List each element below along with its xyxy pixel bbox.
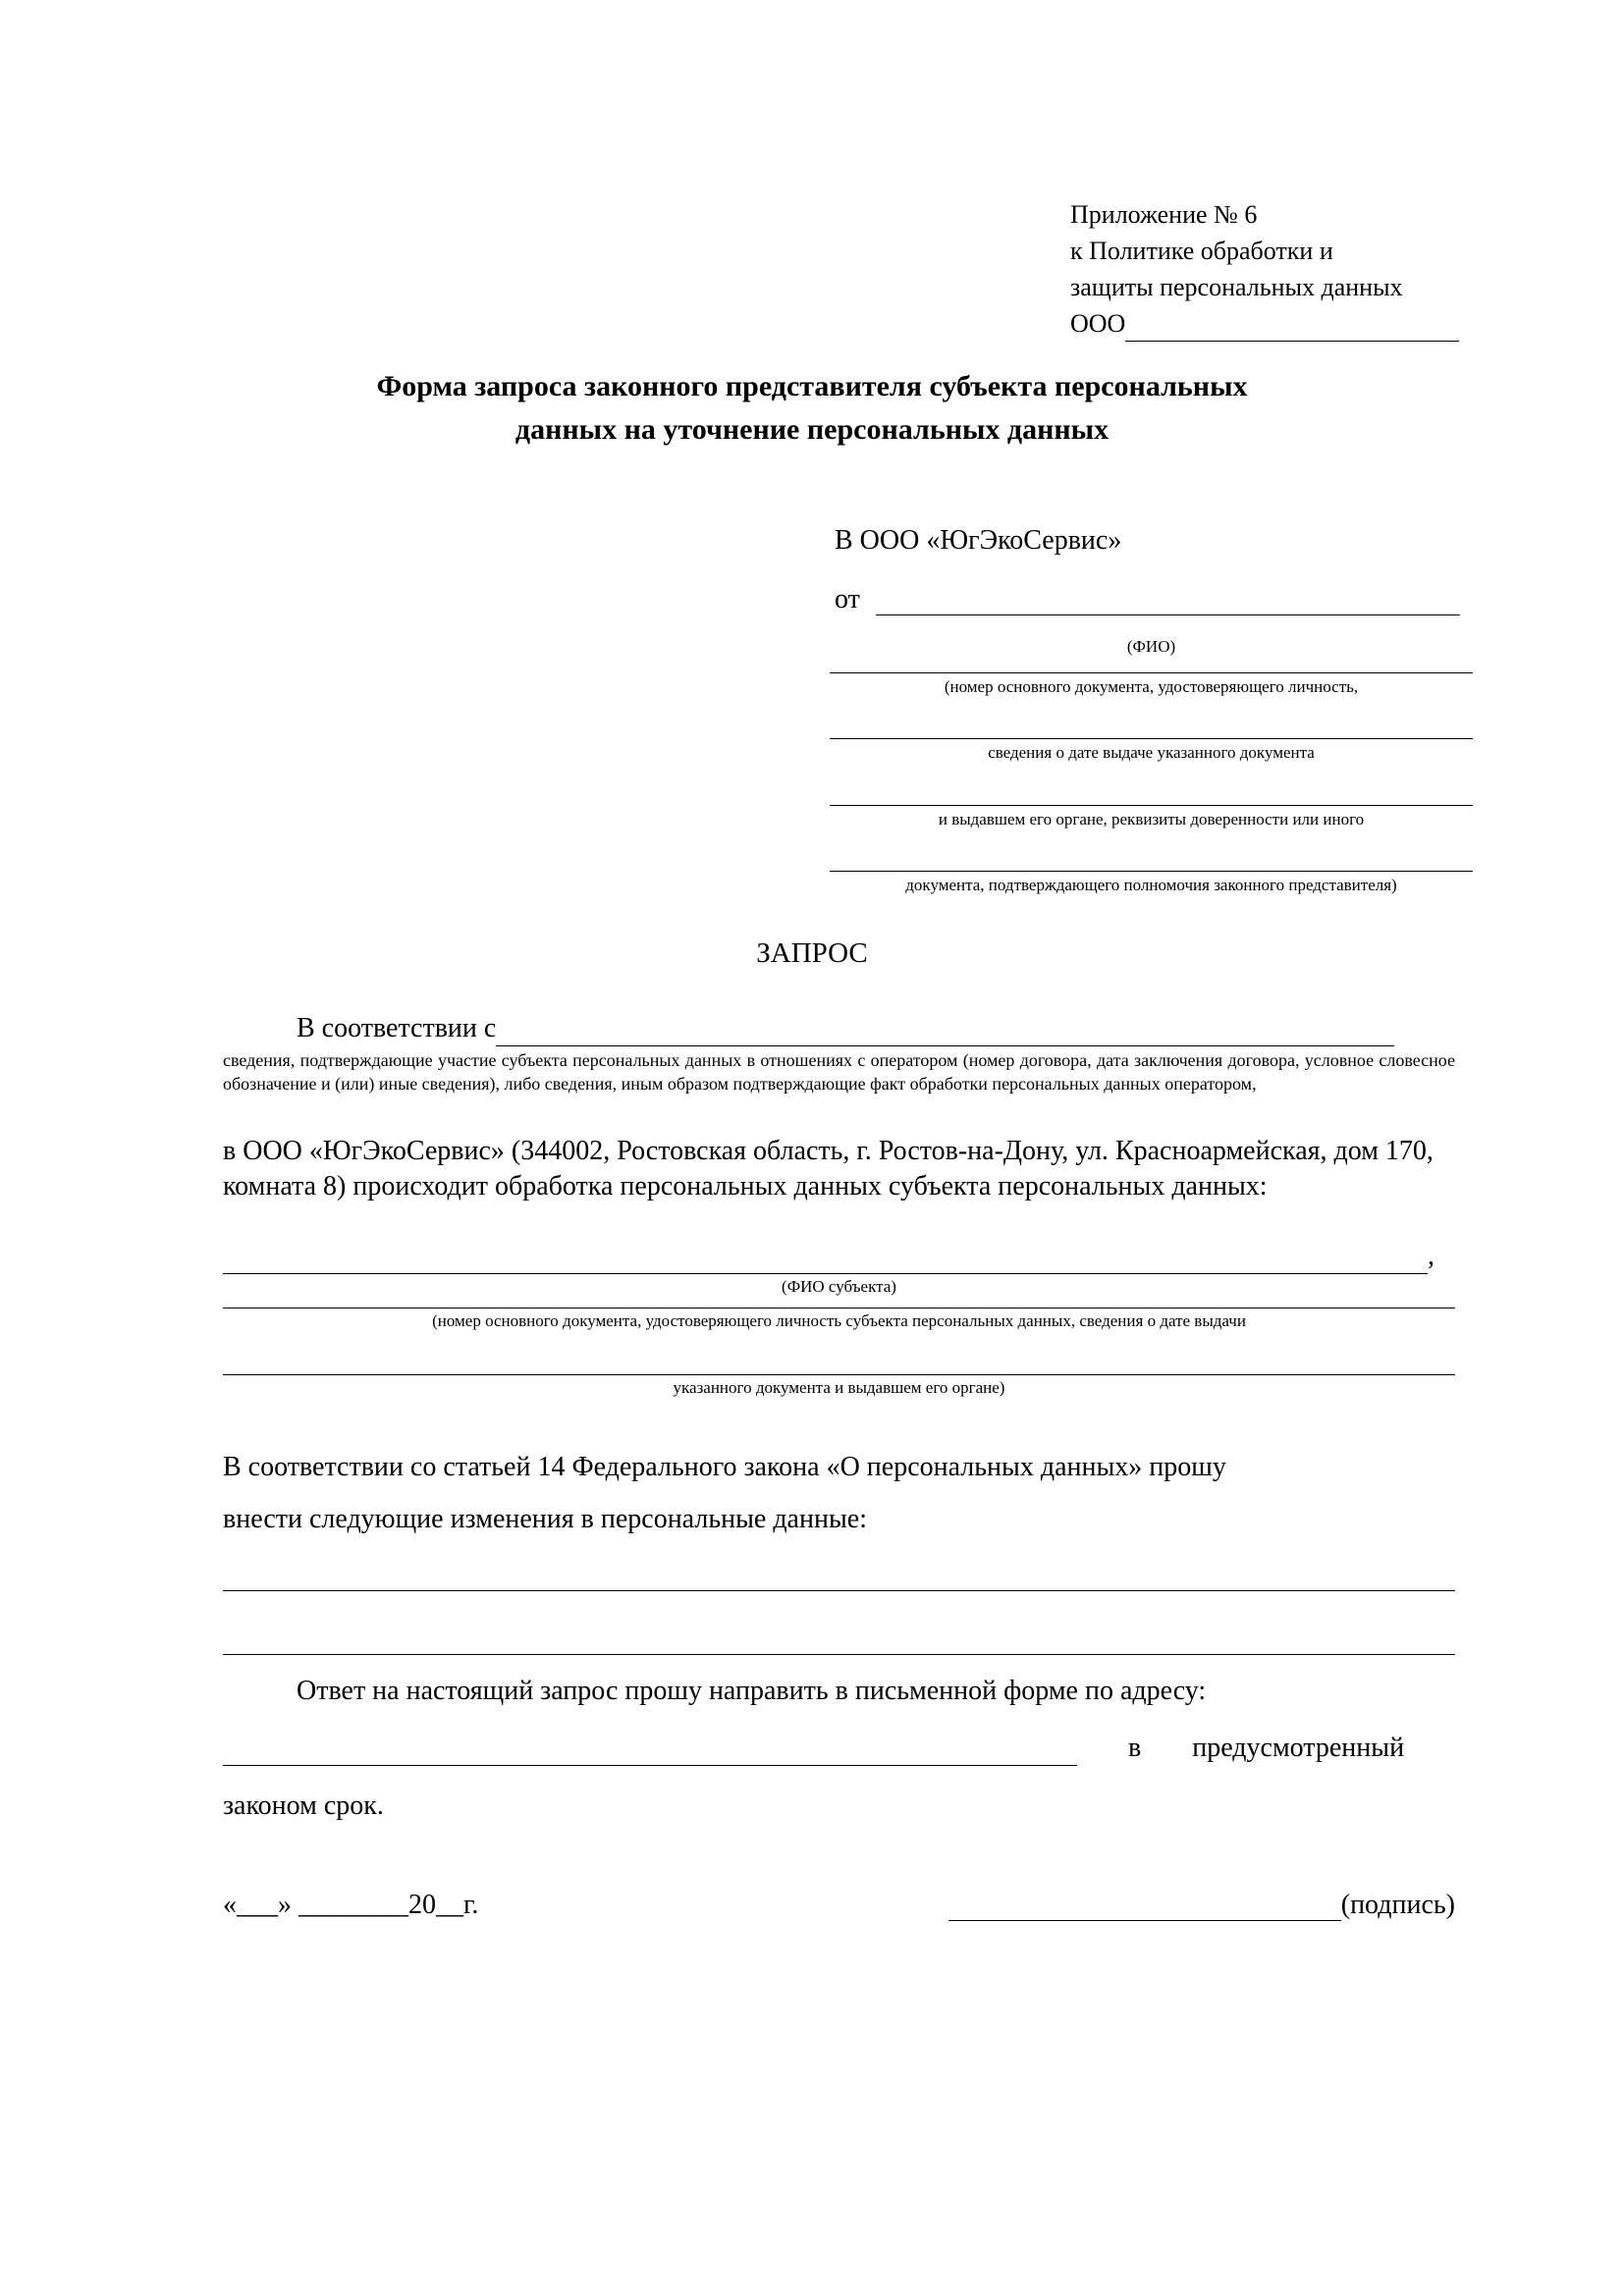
law-paragraph-1: В соответствии со статьей 14 Федерального закона «О персональных данных» прошу xyxy=(223,1452,1226,1482)
comma: , xyxy=(1428,1241,1435,1271)
in-accordance-blank[interactable] xyxy=(496,1020,1394,1046)
appendix-policy-line-2: защиты персональных данных xyxy=(1070,273,1403,301)
addressee-from-row xyxy=(835,584,1473,615)
doc-line-4 xyxy=(830,871,1473,897)
subject-doc-row-2 xyxy=(223,1374,1455,1401)
changes-row-1 xyxy=(223,1590,1455,1591)
org-paragraph: в ООО «ЮгЭкоСервис» (344002, Ростовская область, г. Ростов-на-Дону, ул. Красноармейская, дом 170, комната 8) происходит обработка персональных данных субъекта персональных данных: xyxy=(223,1136,1434,1201)
fio-caption: (ФИО) xyxy=(1126,637,1176,656)
page-title xyxy=(223,365,1401,452)
in-accordance-label: В соответствии с xyxy=(297,1013,497,1043)
doc-caption-1: (номер основного документа, удостоверяющего личность, xyxy=(944,677,1359,696)
answer-end-word: предусмотренный xyxy=(1192,1733,1405,1763)
org-blank xyxy=(1125,317,1459,342)
answer-paragraph-3: законом срок. xyxy=(223,1790,384,1821)
addressee-to: В ООО «ЮгЭкоСервис» xyxy=(835,525,1122,556)
date-field[interactable]: «___» ________20__г. xyxy=(223,1890,479,1920)
signature-blank[interactable] xyxy=(948,1895,1341,1921)
doc-line-3 xyxy=(830,805,1473,831)
page-title-line-2: данных на уточнение персональных данных xyxy=(514,413,1110,446)
subject-fio-caption: (ФИО субъекта) xyxy=(782,1277,896,1296)
signature-label: (подпись) xyxy=(1340,1890,1455,1920)
page-title-line-1: Форма запроса законного представителя субъекта персональных xyxy=(376,370,1248,402)
answer-paragraph-2 xyxy=(223,1731,1455,1766)
subject-doc-caption-2: указанного документа и выдавшем его органе) xyxy=(673,1378,1005,1397)
fio-caption-row xyxy=(830,633,1473,659)
doc-line-1 xyxy=(830,672,1473,699)
doc-caption-3: и выдавшем его органе, реквизиты доверенности или иного xyxy=(938,810,1365,828)
signature-field xyxy=(948,1890,1455,1921)
changes-blank-1[interactable] xyxy=(223,1590,1455,1591)
appendix-header xyxy=(1070,196,1532,342)
from-label: от xyxy=(835,584,860,614)
appendix-policy-line-1: к Политике обработки и xyxy=(1070,237,1333,265)
subject-doc-caption-1: (номер основного документа, удостоверяющего личность субъекта персональных данных, сведения о дате выдачи xyxy=(432,1311,1246,1330)
answer-paragraph-1-text: Ответ на настоящий запрос прошу направить в письменной форме по адресу: xyxy=(297,1676,1207,1706)
appendix-number: Приложение № 6 xyxy=(1070,200,1258,229)
subject-doc-row-1 xyxy=(223,1308,1455,1334)
answer-mid-word: в xyxy=(1128,1733,1142,1763)
request-heading: ЗАПРОС xyxy=(756,937,868,969)
answer-paragraph-1 xyxy=(223,1674,1455,1709)
in-accordance-row xyxy=(223,1011,1455,1046)
doc-caption-2: сведения о дате выдаче указанного документа xyxy=(988,743,1315,762)
from-blank[interactable] xyxy=(876,589,1460,615)
changes-row-2 xyxy=(223,1654,1455,1655)
answer-address-blank[interactable] xyxy=(223,1739,1077,1766)
org-prefix: ООО xyxy=(1070,309,1126,338)
changes-blank-2[interactable] xyxy=(223,1654,1455,1655)
doc-caption-4: документа, подтверждающего полномочия законного представителя) xyxy=(905,876,1397,894)
request-note: сведения, подтверждающие участие субъекта персональных данных в отношениях с оператором (номер договора, дата заключения договора, условное словесное обозначение и (или) иные сведения), либо сведения, иным образом подтверждающие факт обработки персональных данных оператором, xyxy=(223,1050,1455,1094)
subject-fio-blank[interactable] xyxy=(223,1248,1428,1274)
doc-line-2 xyxy=(830,738,1473,765)
subject-fio-row xyxy=(223,1239,1455,1300)
appendix-org-line xyxy=(1070,305,1532,342)
law-paragraph-2: внести следующие изменения в персональные данные: xyxy=(223,1504,867,1534)
